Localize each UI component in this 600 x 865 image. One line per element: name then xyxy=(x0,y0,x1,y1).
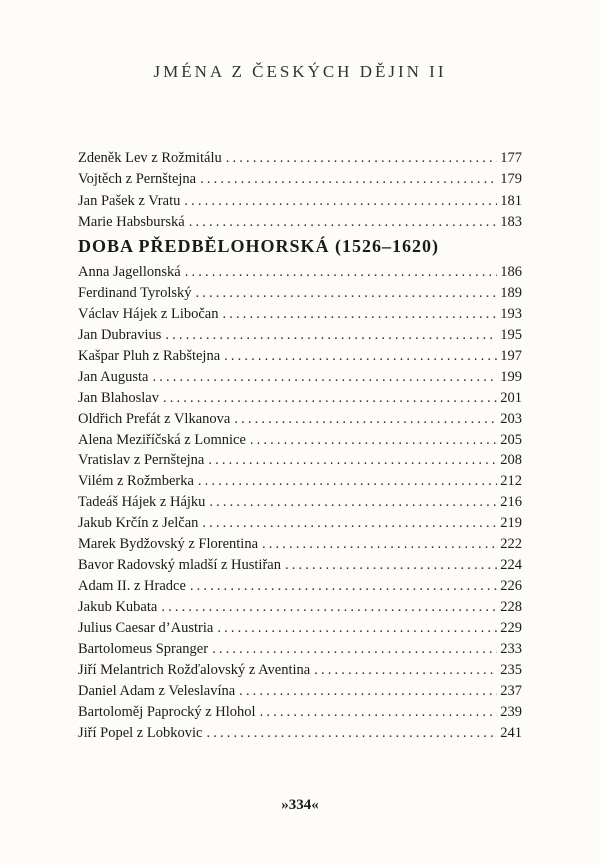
entry-name: Marie Habsburská xyxy=(78,213,185,230)
toc-entry xyxy=(78,492,522,513)
toc-entry xyxy=(78,430,522,451)
dot-leader xyxy=(239,681,497,702)
entry-page: 226 xyxy=(500,578,522,595)
entry-page: 203 xyxy=(500,410,522,427)
entry-page: 197 xyxy=(500,347,522,364)
entry-page: 241 xyxy=(500,724,522,741)
toc-entry xyxy=(78,639,522,660)
dot-leader xyxy=(234,409,497,430)
entry-name: Jakub Kubata xyxy=(78,599,158,615)
entry-name: Václav Hájek z Libočan xyxy=(78,305,219,322)
entry-page: 201 xyxy=(500,389,522,406)
dot-leader xyxy=(208,450,497,471)
entry-page: 199 xyxy=(500,368,522,385)
entry-page: 233 xyxy=(500,640,522,657)
entry-name: Vratislav z Pernštejna xyxy=(78,452,205,469)
entry-name: Jiří Melantrich Rožďalovský z Aventina xyxy=(78,661,311,678)
entry-name: Jiří Popel z Lobkovic xyxy=(78,724,203,741)
entry-name: Vilém z Rožmberka xyxy=(78,473,194,490)
dot-leader xyxy=(314,660,497,681)
entry-name: Ferdinand Tyrolský xyxy=(78,284,192,301)
entry-page: 179 xyxy=(500,171,522,188)
entry-page: 205 xyxy=(500,431,522,448)
entry-name: Marek Bydžovský z Florentina xyxy=(78,536,259,553)
entry-page: 239 xyxy=(500,703,522,720)
dot-leader xyxy=(196,283,498,304)
entry-name: Jan Pašek z Vratu xyxy=(78,192,181,209)
dot-leader xyxy=(250,430,497,451)
toc-list-2 xyxy=(78,262,522,744)
entry-page: 186 xyxy=(500,264,522,280)
dot-leader xyxy=(184,191,497,212)
dot-leader xyxy=(152,367,497,388)
dot-leader xyxy=(260,702,498,723)
toc-entry xyxy=(78,346,522,367)
toc-entry xyxy=(78,388,522,409)
entry-name: Vojtěch z Pernštejna xyxy=(78,171,197,188)
toc-entry xyxy=(78,325,522,346)
dot-leader xyxy=(202,513,497,534)
dot-leader xyxy=(285,555,497,576)
toc-entry xyxy=(78,597,522,618)
toc-entry xyxy=(78,618,522,639)
entry-page: 229 xyxy=(500,619,522,636)
entry-name: Adam II. z Hradce xyxy=(78,578,186,595)
entry-page: 224 xyxy=(500,557,522,574)
dot-leader xyxy=(163,388,497,409)
toc-entry xyxy=(78,367,522,388)
dot-leader xyxy=(161,597,497,618)
dot-leader xyxy=(209,492,497,513)
entry-page: 208 xyxy=(500,452,522,469)
dot-leader xyxy=(190,576,497,597)
dot-leader xyxy=(198,471,497,492)
toc-entry xyxy=(78,212,522,233)
dot-leader xyxy=(262,534,497,555)
dot-leader xyxy=(200,169,497,190)
dot-leader xyxy=(189,212,498,233)
entry-name: Alena Meziříčská z Lomnice xyxy=(78,431,246,448)
entry-page: 216 xyxy=(500,494,522,511)
toc-entry xyxy=(78,660,522,681)
entry-name: Anna Jagellonská xyxy=(78,264,181,280)
entry-name: Jan Dubravius xyxy=(78,326,162,343)
entry-page: 212 xyxy=(500,473,522,490)
toc-entry xyxy=(78,576,522,597)
dot-leader xyxy=(185,262,498,283)
entry-page: 193 xyxy=(500,305,522,322)
entry-name: Jan Augusta xyxy=(78,368,149,385)
entry-name: Jakub Krčín z Jelčan xyxy=(78,515,199,532)
toc-entry xyxy=(78,471,522,492)
toc-entry xyxy=(78,148,522,169)
entry-page: 195 xyxy=(500,326,522,343)
entry-name: Daniel Adam z Veleslavína xyxy=(78,682,236,699)
entry-page: 235 xyxy=(500,661,522,678)
dot-leader xyxy=(217,618,497,639)
dot-leader xyxy=(224,346,497,367)
entry-page: 177 xyxy=(500,150,522,166)
toc-entry xyxy=(78,409,522,430)
dot-leader xyxy=(226,148,498,169)
entry-name: Jan Blahoslav xyxy=(78,389,159,406)
entry-page: 237 xyxy=(500,682,522,699)
entry-name: Tadeáš Hájek z Hájku xyxy=(78,494,206,511)
entry-page: 228 xyxy=(500,599,522,615)
toc-entry xyxy=(78,450,522,471)
toc-entry xyxy=(78,191,522,212)
entry-page: 219 xyxy=(500,515,522,532)
entry-page: 183 xyxy=(500,213,522,230)
page-number: »334« xyxy=(281,797,319,813)
dot-leader xyxy=(165,325,497,346)
toc-entry xyxy=(78,681,522,702)
toc-entry xyxy=(78,283,522,304)
entry-name: Bavor Radovský mladší z Hustiřan xyxy=(78,557,281,574)
dot-leader xyxy=(206,723,497,744)
toc-entry xyxy=(78,702,522,723)
toc-entry xyxy=(78,304,522,325)
dot-leader xyxy=(212,639,497,660)
toc-entry xyxy=(78,262,522,283)
toc-list-1 xyxy=(78,148,522,233)
running-header: JMÉNA Z ČESKÝCH DĚJIN II xyxy=(153,62,447,81)
toc-entry xyxy=(78,513,522,534)
entry-page: 222 xyxy=(500,536,522,553)
toc-entry xyxy=(78,723,522,744)
entry-name: Zdeněk Lev z Rožmitálu xyxy=(78,150,222,166)
entry-name: Bartoloměj Paprocký z Hlohol xyxy=(78,703,256,720)
toc-entry xyxy=(78,555,522,576)
section-heading: DOBA PŘEDBĚLOHORSKÁ (1526–1620) xyxy=(78,236,440,256)
entry-page: 181 xyxy=(500,192,522,209)
toc-entry xyxy=(78,534,522,555)
entry-name: Bartolomeus Spranger xyxy=(78,640,209,657)
entry-name: Oldřich Prefát z Vlkanova xyxy=(78,410,231,427)
toc-entry xyxy=(78,169,522,190)
dot-leader xyxy=(223,304,498,325)
entry-name: Kašpar Pluh z Rabštejna xyxy=(78,347,221,364)
entry-name: Julius Caesar d’Austria xyxy=(78,619,214,636)
entry-page: 189 xyxy=(500,284,522,301)
